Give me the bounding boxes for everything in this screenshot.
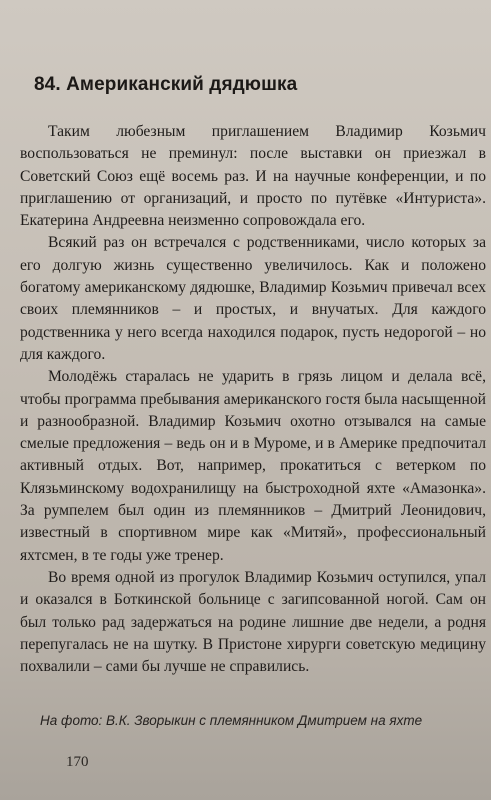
paragraph: Во время одной из прогулок Владимир Козьмич оступился, упал и оказался в Боткинской больнице с загипсованной ногой. Сам он был только рад задержаться на родине лишние две недели, а родня перепугалась не на шутку. В Пристоне хирурги советскую медицину похвалили – сами бы лучше не справились. xyxy=(20,568,486,676)
paragraph: Молодёжь старалась не ударить в грязь лицом и делала всё, чтобы программа пребывания американского гостя была насыщенной и разнообразной. Владимир Козьмич охотно отзывался на самые смелые предложения – ведь он и в Муроме, и в Америке предпочитал активный отдых. Вот, например, прокатиться с ветерком по Клязьминскому водохранилищу на быстроходной яхте «Амазонка». За румпелем был один из племянников – Дмитрий Леонидович, известный в спортивном мире как «Митяй», профессиональный яхтсмен, в те годы уже тренер. xyxy=(20,368,486,564)
paragraph: Всякий раз он встречался с родственниками, число которых за его долгую жизнь существенно увеличилось. Как и положено богатому американскому дядюшке, Владимир Козьмич привечал всех своих племянников – и простых, и внучатых. Для каждого родственника у него всегда находился подарок, пусть недорогой – но для каждого. xyxy=(20,234,486,363)
chapter-body xyxy=(20,121,486,678)
chapter-title: 84. Американский дядюшка xyxy=(34,74,298,95)
photo-caption: На фото: В.К. Зворыкин с племянником Дмитрием на яхте xyxy=(40,713,423,728)
paragraph: Таким любезным приглашением Владимир Козьмич воспользоваться не преминул: после выставки он приезжал в Советский Союз ещё восемь раз. И на научные конференции, и по приглашению от организаций, и просто по путёвке «Интуриста». Екатерина Андреевна неизменно сопровождала его. xyxy=(20,123,486,230)
page-number: 170 xyxy=(66,754,89,770)
